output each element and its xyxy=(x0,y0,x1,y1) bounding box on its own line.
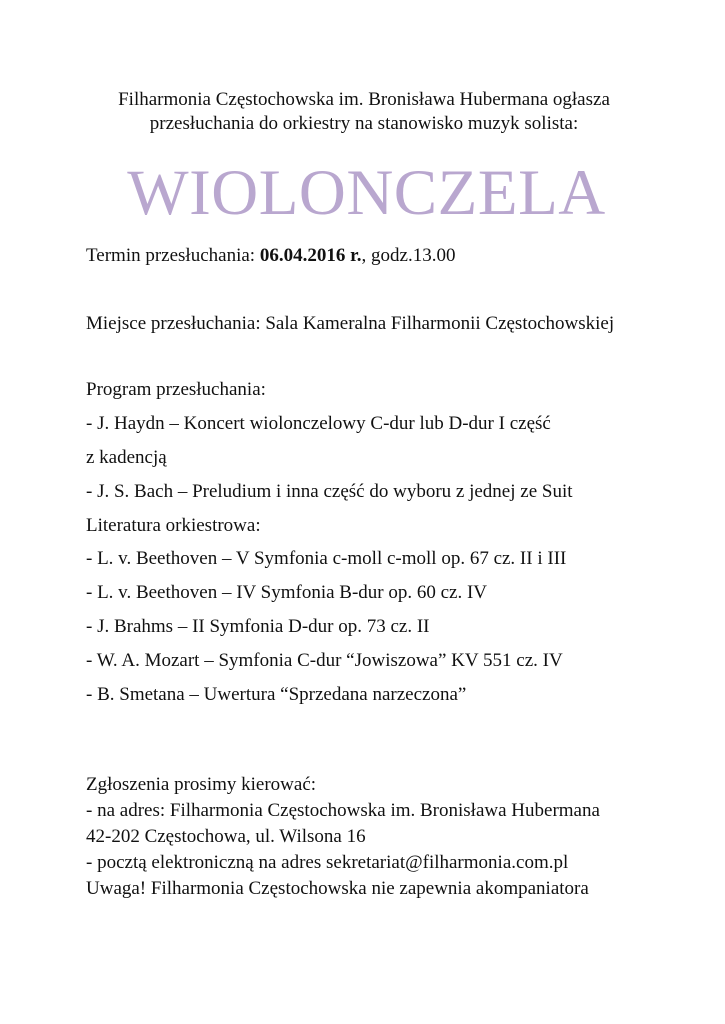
instrument-title: WIOLONCZELA xyxy=(127,157,606,229)
audition-time: , godz.13.00 xyxy=(361,245,456,266)
intro-line-1: Filharmonia Częstochowska im. Bronisława Hubermana ogłasza xyxy=(118,89,610,110)
literature-item: - B. Smetana – Uwertura “Sprzedana narzeczona” xyxy=(86,684,467,705)
orchestral-literature-heading: Literatura orkiestrowa: xyxy=(86,515,261,536)
applications-heading: Zgłoszenia prosimy kierować: xyxy=(86,774,317,795)
program-item: - J. Haydn – Koncert wiolonczelowy C-dur lub D-dur I część xyxy=(86,413,551,434)
literature-item: - L. v. Beethoven – IV Symfonia B-dur op. 60 cz. IV xyxy=(86,582,488,603)
program-item: - J. S. Bach – Preludium i inna część do wyboru z jednej ze Suit xyxy=(86,481,573,502)
postal-address-city: 42-202 Częstochowa, ul. Wilsona 16 xyxy=(86,826,366,847)
intro-line-2: przesłuchania do orkiestry na stanowisko muzyk solista: xyxy=(149,113,579,134)
program-item: z kadencją xyxy=(86,447,167,468)
audition-date-label: Termin przesłuchania: xyxy=(86,245,260,266)
program-heading: Program przesłuchania: xyxy=(86,379,266,400)
audition-place: Miejsce przesłuchania: Sala Kameralna Filharmonii Częstochowskiej xyxy=(86,313,615,334)
accompanist-note: Uwaga! Filharmonia Częstochowska nie zapewnia akompaniatora xyxy=(86,878,589,899)
email-address-line: - pocztą elektroniczną na adres sekretariat@filharmonia.com.pl xyxy=(86,852,569,873)
literature-item: - L. v. Beethoven – V Symfonia c-moll c-moll op. 67 cz. II i III xyxy=(86,548,567,569)
literature-item: - J. Brahms – II Symfonia D-dur op. 73 cz. II xyxy=(86,616,430,637)
literature-item: - W. A. Mozart – Symfonia C-dur “Jowiszowa” KV 551 cz. IV xyxy=(86,650,563,671)
announcement-intro xyxy=(0,88,725,136)
postal-address-line: - na adres: Filharmonia Częstochowska im. Bronisława Hubermana xyxy=(86,800,600,821)
audition-date: 06.04.2016 r. xyxy=(259,245,362,266)
audition-date-line xyxy=(86,244,455,268)
